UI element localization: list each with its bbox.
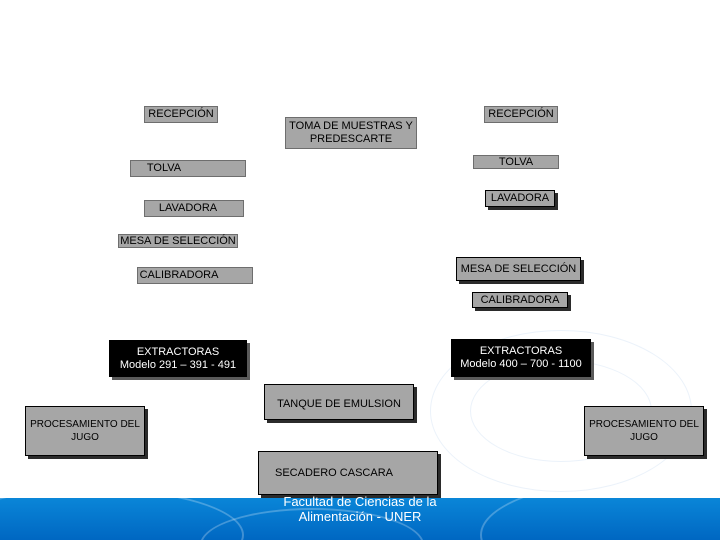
right-procesamiento-label-1: PROCESAMIENTO DEL [589,419,699,430]
right-extractoras-title: EXTRACTORAS [479,345,563,357]
tanque-emulsion-label: TANQUE DE EMULSION [277,397,401,410]
left-tolva-label: TOLVA [146,162,182,174]
right-lavadora-box [485,190,555,207]
left-extractoras-title: EXTRACTORAS [136,345,220,358]
right-tolva-label: TOLVA [498,155,534,168]
left-mesa-seleccion-box [118,234,238,248]
left-calibradora-label: CALIBRADORA [139,269,219,281]
left-procesamiento-label-2: JUGO [71,432,99,443]
right-mesa-seleccion-label: MESA DE SELECCIÓN [460,262,577,275]
right-calibradora-label: CALIBRADORA [480,293,560,306]
left-procesamiento-label-1: PROCESAMIENTO DEL [30,419,140,430]
right-tolva-box [473,155,559,169]
right-recepcion-box [484,106,558,123]
footer-institution-line2: Alimentación - UNER [298,509,422,524]
left-procesamiento-box [25,406,145,456]
left-calibradora-box [137,267,253,284]
tanque-emulsion-box [264,384,414,420]
footer-institution [270,494,450,524]
toma-muestras-label-1: TOMA DE MUESTRAS Y [289,120,413,132]
toma-muestras-box [285,117,417,149]
right-procesamiento-box [584,406,704,456]
left-recepcion-label: RECEPCIÓN [148,108,214,120]
right-recepcion-label: RECEPCIÓN [488,108,554,120]
right-extractoras-box [451,339,591,377]
footer-institution-line1: Facultad de Ciencias de la [283,494,437,509]
left-extractoras-box [109,340,247,377]
left-mesa-seleccion-label: MESA DE SELECCIÓN [120,234,236,247]
right-extractoras-model: Modelo 400 – 700 - 1100 [460,358,582,370]
left-lavadora-label: LAVADORA [158,202,218,214]
left-lavadora-box [144,200,244,217]
right-lavadora-label: LAVADORA [490,192,550,204]
toma-muestras-label-2: PREDESCARTE [309,133,393,145]
left-extractoras-model: Modelo 291 – 391 - 491 [119,358,237,371]
secadero-cascara-label: SECADERO CASCARA [275,466,393,479]
secadero-cascara-box [258,451,438,495]
right-calibradora-box [472,292,568,308]
right-procesamiento-label-2: JUGO [630,432,658,443]
left-recepcion-box [144,106,218,123]
left-tolva-box [130,160,246,177]
right-mesa-seleccion-box [456,257,581,281]
footer-ripple [480,498,720,540]
